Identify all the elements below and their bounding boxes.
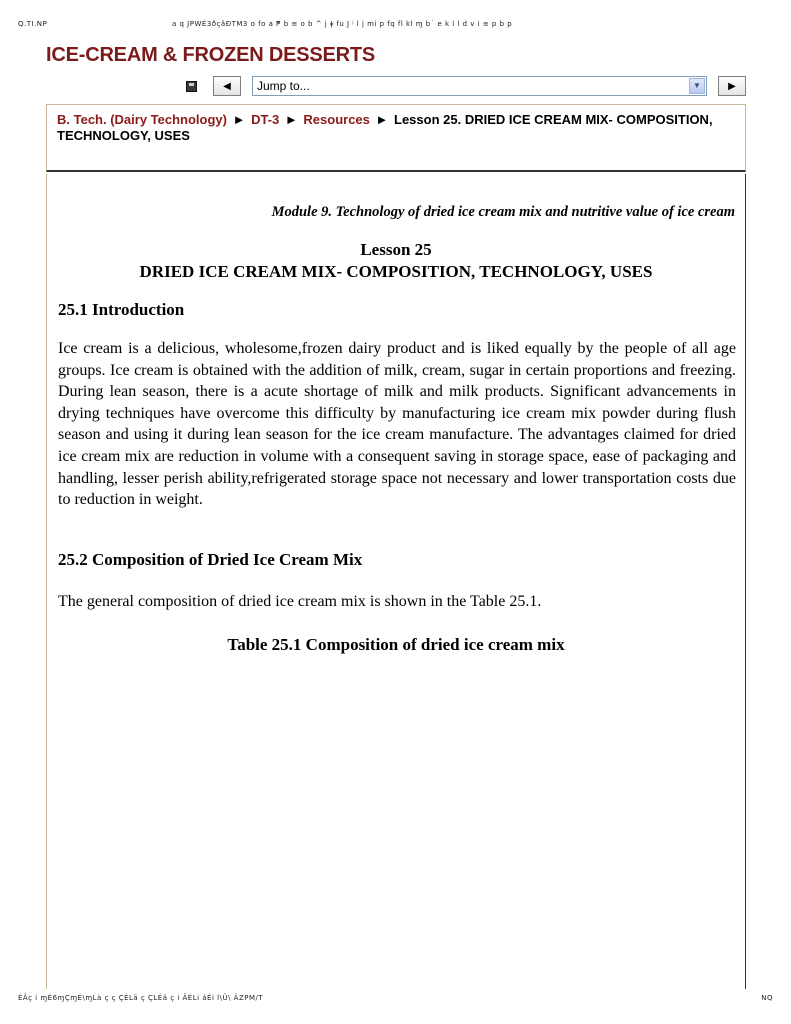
breadcrumb-current: Lesson 25. DRIED ICE CREAM MIX- COMPOSITION, TECHNOLOGY, USES (57, 112, 713, 143)
lesson-content (46, 174, 746, 989)
course-title: ICE-CREAM & FROZEN DESSERTS (46, 44, 376, 66)
chevron-down-icon[interactable]: ▼ (689, 78, 705, 94)
print-header-center: a q JPWÉ3ðçâÐTM3 o fo a ₱ b ≡ o b ^ j ǂ fu J ʲ l j mi p fq fl kl ɱ b˙ e k l l d v i ≡ p b p (172, 20, 513, 28)
jump-to-select[interactable] (252, 76, 707, 96)
print-footer-left: ÉÂç i ɱÉ6ɱÇɱÉ\ɱLà ç ç ÇÉLä ç ÇLÉä ç i ÂÉLi áÉi l\Ü\ ÄZPM/T (18, 994, 264, 1002)
print-header-left: Q.TI.NP (18, 20, 48, 28)
introduction-paragraph: Ice cream is a delicious, wholesome,frozen dairy product and is liked equally by the people of all age groups. Ice cream is obtained with the addition of milk, cream, sugar in certain proportions and freezing. During lean season, there is a acute shortage of milk and milk products. Significant advancements in drying techniques have overcome this difficulty by manufacturing ice cream mix powder during flush season and using it during lean season for the ice cream manufacture. The advantages claimed for dried ice cream mix are reduction in volume with a consequent saving in storage space, ease of packaging and handling, lesser perish ability,refrigerated storage space not necessary and lower transportation costs due to reduction in weight. (58, 340, 736, 509)
breadcrumb-separator: ► (232, 112, 246, 127)
jump-to-label: Jump to... (257, 79, 310, 93)
breadcrumb-link-dt3[interactable]: DT-3 (251, 112, 280, 127)
table-caption: Table 25.1 Composition of dried ice cream mix (227, 635, 565, 654)
section-heading-composition: 25.2 Composition of Dried Ice Cream Mix (58, 550, 363, 569)
print-footer-right: NQ (761, 994, 773, 1002)
previous-button[interactable]: ◀ (213, 76, 241, 96)
breadcrumb-link-course[interactable]: B. Tech. (Dairy Technology) (57, 112, 227, 127)
next-button[interactable]: ▶ (718, 76, 746, 96)
composition-paragraph: The general composition of dried ice cream mix is shown in the Table 25.1. (58, 593, 542, 610)
breadcrumb-separator: ► (375, 112, 389, 127)
save-icon[interactable] (186, 81, 197, 92)
breadcrumb-separator: ► (284, 112, 298, 127)
breadcrumb-link-resources[interactable]: Resources (303, 112, 370, 127)
module-heading: Module 9. Technology of dried ice cream mix and nutritive value of ice cream (271, 204, 735, 220)
lesson-title: DRIED ICE CREAM MIX- COMPOSITION, TECHNOLOGY, USES (139, 262, 653, 281)
lesson-number: Lesson 25 (360, 240, 432, 259)
section-heading-introduction: 25.1 Introduction (58, 300, 185, 319)
breadcrumb (46, 104, 746, 172)
